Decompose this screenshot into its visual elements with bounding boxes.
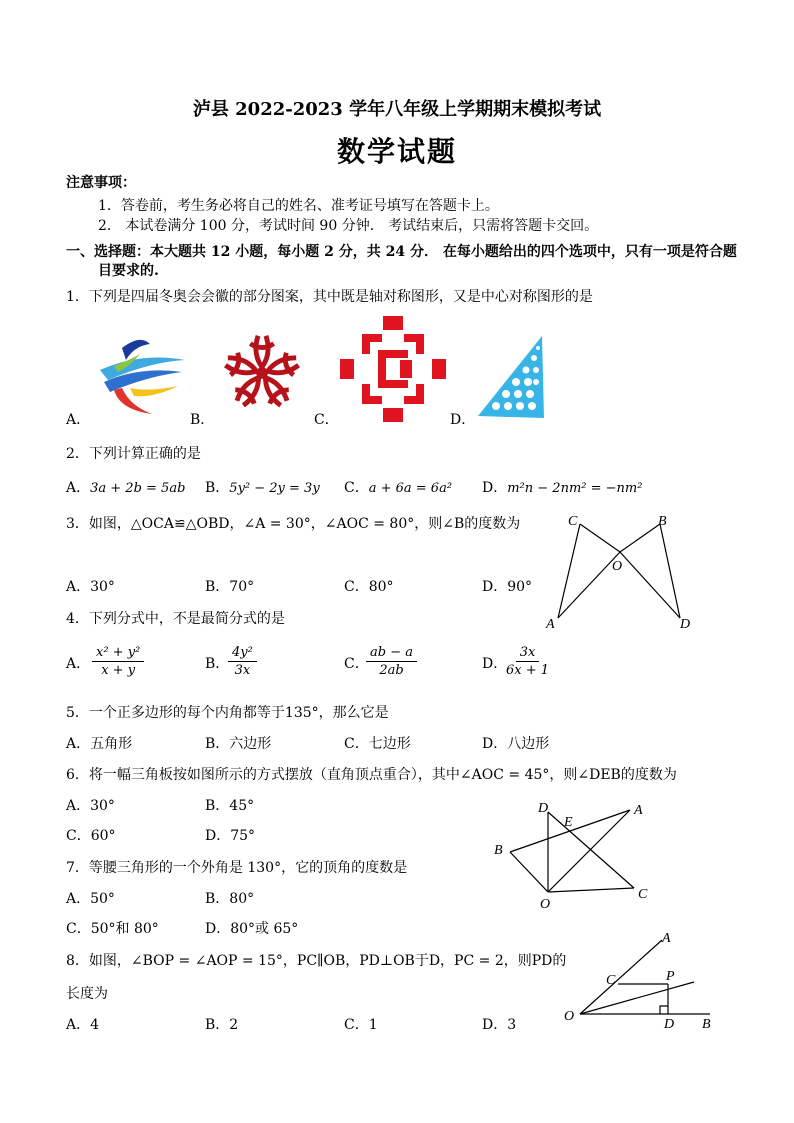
- option-c: C．七边形: [344, 736, 411, 752]
- emblem-c-image: [340, 316, 446, 426]
- option-a: A．30°: [66, 579, 115, 595]
- option-c: [344, 477, 452, 497]
- question-8-stem: 8．如图，∠BOP = ∠AOP = 15°，PC∥OB，PD⊥OB于D，PC = 2，则PD的: [66, 953, 567, 969]
- label-o: O: [612, 559, 623, 574]
- numerator: 3x: [516, 644, 540, 662]
- fraction-c: [366, 644, 417, 679]
- question-7-stem: 7．等腰三角形的一个外角是 130°，它的顶角的度数是: [66, 860, 408, 876]
- option-expr: a + 6a = 6a²: [368, 481, 453, 496]
- denominator: 2ab: [379, 663, 404, 678]
- option-c: C．50°和 80°: [66, 921, 159, 937]
- label-c: C: [638, 887, 648, 902]
- label-e: E: [564, 815, 573, 830]
- label-a: A: [662, 931, 671, 946]
- option-b: B．80°: [205, 891, 255, 907]
- numerator: 4y²: [228, 644, 257, 662]
- numerator: x² + y²: [92, 644, 144, 662]
- option-label: C．: [344, 656, 369, 672]
- question-4-stem: 4．下列分式中，不是最简分式的是: [66, 611, 285, 627]
- label-o: O: [540, 897, 551, 910]
- option-b: B．70°: [205, 579, 255, 595]
- option-b: B．45°: [205, 798, 255, 814]
- label-d: D: [538, 801, 549, 816]
- label-a: A: [546, 617, 555, 632]
- option-label: D．: [450, 412, 476, 428]
- option-label: D．: [482, 656, 508, 672]
- option-a: [66, 477, 185, 497]
- option-b: B．六边形: [205, 736, 272, 752]
- option-a: A．4: [66, 1017, 100, 1033]
- label-a: A: [634, 803, 643, 818]
- section-heading: 一、选择题：本大题共 12 小题，每小题 2 分，共 24 分． 在每小题给出的四个选项中，只有一项是符合题: [66, 244, 737, 260]
- option-d: D．75°: [205, 828, 256, 844]
- denominator: 6x + 1: [506, 663, 550, 678]
- question-1-stem: 1．下列是四届冬奥会会徽的部分图案，其中既是轴对称图形，又是中心对称图形的是: [66, 289, 593, 305]
- option-b: [205, 477, 320, 497]
- option-label: B．: [205, 656, 230, 672]
- exam-title: 泸县 2022-2023 学年八年级上学期期末模拟考试: [192, 99, 602, 120]
- option-expr: m²n − 2nm² = −nm²: [507, 481, 643, 496]
- label-b: B: [702, 1017, 711, 1032]
- option-label: B．: [205, 480, 230, 496]
- question-8-stem-cont: 长度为: [66, 986, 108, 1002]
- option-d: D．3: [482, 1017, 517, 1033]
- option-a: A．30°: [66, 798, 115, 814]
- option-c: C．80°: [344, 579, 394, 595]
- denominator: x + y: [101, 663, 136, 678]
- label-b: B: [494, 843, 503, 858]
- option-c: C．60°: [66, 828, 116, 844]
- question-6-stem: 6．将一幅三角板按如图所示的方式摆放（直角顶点重合），其中∠AOC = 45°，则∠DEB的度数为: [66, 767, 677, 783]
- option-d: D．90°: [482, 579, 533, 595]
- label-d: D: [680, 617, 691, 632]
- numerator: ab − a: [366, 644, 417, 662]
- q8-figure: [560, 928, 720, 1036]
- notes-heading: 注意事项：: [66, 175, 136, 191]
- q3-figure: [540, 508, 700, 638]
- option-label: C．: [314, 412, 339, 428]
- emblem-d-image: [476, 334, 572, 424]
- option-label: A．: [66, 480, 91, 496]
- label-p: P: [666, 969, 675, 984]
- label-c: C: [568, 514, 578, 529]
- question-5-stem: 5．一个正多边形的每个内角都等于135°，那么它是: [66, 705, 389, 721]
- label-c: C: [606, 973, 616, 988]
- label-o: O: [564, 1009, 575, 1024]
- subject-title: 数学试题: [336, 135, 457, 168]
- option-a: A．五角形: [66, 736, 133, 752]
- option-d: [482, 477, 642, 497]
- note-item: 2． 本试卷满分 100 分，考试时间 90 分钟． 考试结束后，只需将答题卡交回。: [98, 218, 599, 234]
- option-label: A．: [66, 412, 91, 428]
- note-item: 1．答卷前，考生务必将自己的姓名、准考证号填写在答题卡上。: [98, 198, 499, 214]
- option-label: D．: [482, 480, 508, 496]
- option-d: D．80°或 65°: [205, 921, 299, 937]
- option-a: A．50°: [66, 891, 115, 907]
- option-label: C．: [344, 480, 369, 496]
- option-label: A．: [66, 656, 91, 672]
- option-c: C．1: [344, 1017, 378, 1033]
- question-2-stem: 2．下列计算正确的是: [66, 446, 201, 462]
- section-heading-cont: 目要求的.: [98, 263, 159, 279]
- emblem-b-image: [216, 328, 308, 422]
- option-d: D．八边形: [482, 736, 550, 752]
- option-expr: 3a + 2b = 5ab: [90, 481, 186, 496]
- emblem-a-image: [90, 330, 190, 424]
- fraction-a: [92, 644, 144, 679]
- option-b: B．2: [205, 1017, 239, 1033]
- option-label: B．: [190, 412, 215, 428]
- q6-figure: [488, 796, 658, 914]
- label-b: B: [658, 514, 667, 529]
- denominator: 3x: [234, 663, 251, 678]
- question-3-stem: 3．如图，△OCA≌△OBD，∠A = 30°，∠AOC = 80°，则∠B的度数为: [66, 516, 521, 532]
- label-d: D: [664, 1017, 675, 1032]
- fraction-b: [228, 644, 257, 679]
- fraction-d: [506, 644, 549, 679]
- option-expr: 5y² − 2y = 3y: [229, 481, 320, 496]
